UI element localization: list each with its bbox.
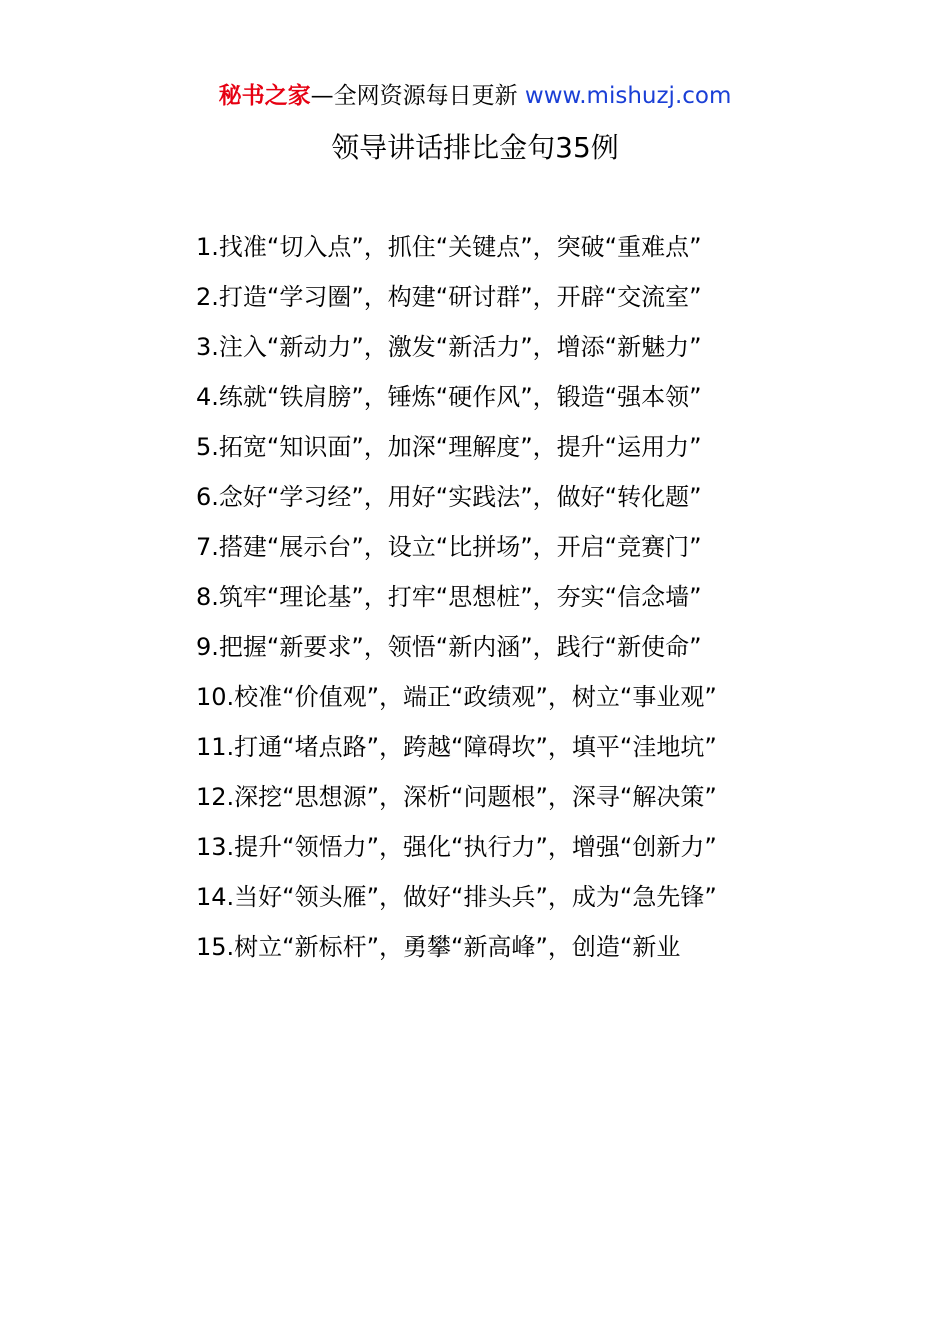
document-body [145, 222, 807, 972]
list-item: 12.深挖“思想源”，深析“问题根”，深寻“解决策” [196, 783, 717, 811]
site-tagline: —全网资源每日更新 [310, 83, 525, 109]
list-item: 14.当好“领头雁”，做好“排头兵”，成为“急先锋” [196, 883, 717, 911]
document-title: 领导讲话排比金句35例 [331, 131, 619, 164]
list-item: 5.拓宽“知识面”，加深“理解度”，提升“运用力” [196, 433, 702, 461]
list-item: 11.打通“堵点路”，跨越“障碍坎”，填平“洼地坑” [196, 733, 717, 761]
list-item: 6.念好“学习经”，用好“实践法”，做好“转化题” [196, 483, 702, 511]
list-item: 9.把握“新要求”，领悟“新内涵”，践行“新使命” [196, 633, 702, 661]
site-header [0, 80, 950, 112]
list-item: 2.打造“学习圈”，构建“研讨群”，开辟“交流室” [196, 283, 702, 311]
list-item: 7.搭建“展示台”，设立“比拼场”，开启“竞赛门” [196, 533, 702, 561]
list-item: 1.找准“切入点”，抓住“关键点”，突破“重难点” [196, 233, 702, 261]
list-item: 3.注入“新动力”，激发“新活力”，增添“新魅力” [196, 333, 702, 361]
list-item: 4.练就“铁肩膀”，锤炼“硬作风”，锻造“强本领” [196, 383, 702, 411]
list-item: 15.树立“新标杆”，勇攀“新高峰”，创造“新业 [196, 933, 681, 961]
site-brand: 秘书之家 [218, 83, 311, 109]
list-item: 13.提升“领悟力”，强化“执行力”，增强“创新力” [196, 833, 717, 861]
site-url-link[interactable]: www.mishuzj.com [524, 83, 732, 109]
list-item: 8.筑牢“理论基”，打牢“思想桩”，夯实“信念墙” [196, 583, 702, 611]
list-item: 10.校准“价值观”，端正“政绩观”，树立“事业观” [196, 683, 717, 711]
